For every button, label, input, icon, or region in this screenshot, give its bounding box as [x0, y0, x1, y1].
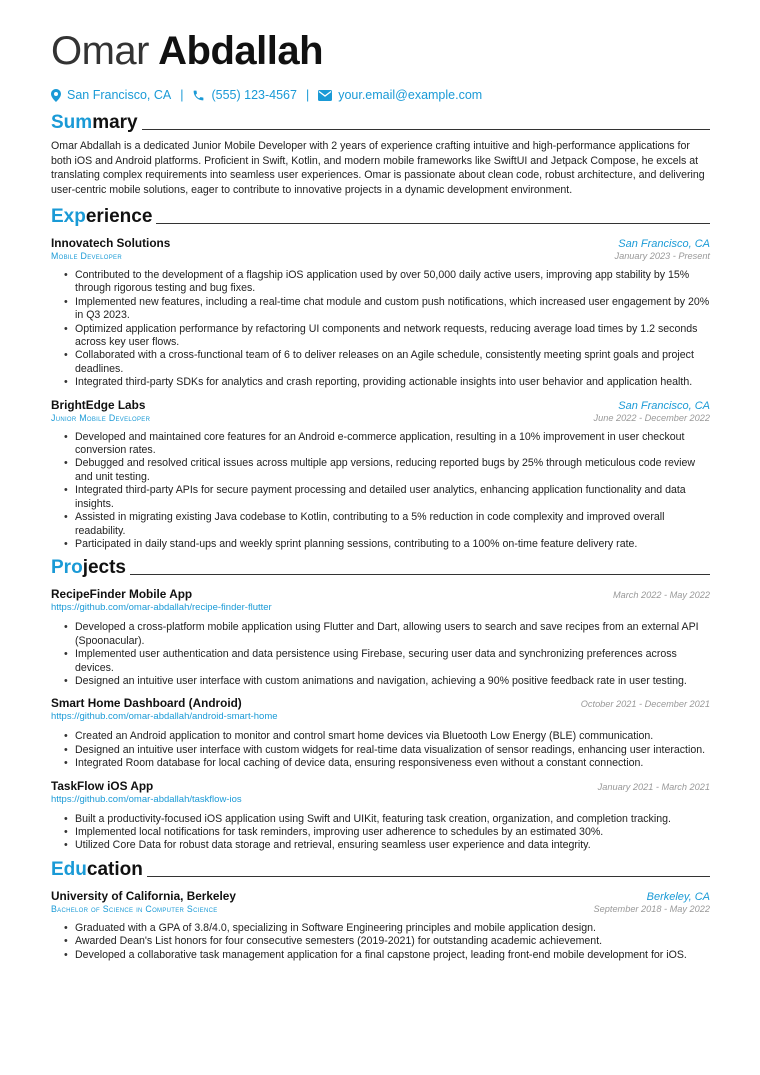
projects-section-header [51, 557, 710, 579]
project-dates: January 2021 - March 2021 [597, 781, 710, 792]
school-name: University of California, Berkeley [51, 888, 236, 903]
experience-entry [51, 398, 710, 552]
contact-email[interactable] [318, 88, 482, 102]
project-entry [51, 779, 710, 853]
bullet-item: • Designed an intuitive user interface with custom widgets for real-time data visualization of sensor readings, enhancing user interaction. [75, 744, 710, 757]
bullet-item: • Created an Android application to monitor and control smart home devices via Bluetooth Low Energy (BLE) communication. [75, 730, 710, 743]
project-entry [51, 696, 710, 770]
summary-title: Summary [51, 112, 138, 133]
job-dates: June 2022 - December 2022 [593, 412, 710, 423]
experience-title: Experience [51, 206, 153, 227]
job-location: San Francisco, CA [618, 238, 710, 250]
education-title: Education [51, 858, 143, 880]
education-list [51, 889, 710, 962]
summary-text: Omar Abdallah is a dedicated Junior Mobile Developer with 2 years of experience crafting intuitive and high-performance applications for both iOS and Android platforms. Proficient in Swift, Kotlin, and modern mobile frameworks like SwiftUI and Jetpack Compose, he excels at translating complex requirements into seamless user experiences. Omar is passionate about clean code, robust architecture, and delivering user-centric mobile solutions, eager to contribute to innovative projects in a dynamic development environment. [51, 140, 705, 196]
project-bullets [51, 621, 710, 688]
last-name: Abdallah [158, 29, 324, 73]
bullet-item: • Graduated with a GPA of 3.8/4.0, specializing in Software Engineering principles and mobile application design. [75, 922, 710, 935]
bullet-item: • Contributed to the development of a flagship iOS application used by over 50,000 daily active users, improving app stability by 15% through rigorous testing and bug fixes. [75, 269, 710, 296]
education-section-header [51, 859, 710, 881]
projects-title: Projects [51, 557, 126, 579]
bullet-item: • Developed a cross-platform mobile application using Flutter and Dart, allowing users to search and save recipes from an external API (Spoonacular). [75, 621, 710, 648]
company-name: BrightEdge Labs [51, 397, 146, 412]
job-role: Mobile Developer [51, 251, 122, 261]
candidate-name [51, 28, 710, 74]
bullet-item: • Designed an intuitive user interface with custom animations and navigation, achieving a 90% positive feedback rate in user testing. [75, 675, 710, 688]
bullet-item: • Optimized application performance by refactoring UI components and network requests, reducing average load times by 1.2 seconds across key user flows. [75, 323, 710, 350]
bullet-item: • Implemented local notifications for task reminders, improving user adherence to schedules by an estimated 30%. [75, 826, 710, 839]
bullet-item: • Assisted in migrating existing Java codebase to Kotlin, contributing to a 5% reduction in code complexity and improved overall readability. [75, 511, 710, 538]
map-marker-icon [51, 89, 61, 102]
experience-section-header [51, 206, 710, 228]
bullet-item: • Built a productivity-focused iOS application using Swift and UIKit, featuring task creation, organization, and completion tracking. [75, 813, 710, 826]
section-divider [147, 876, 710, 877]
project-bullets [51, 730, 710, 770]
education-entry [51, 889, 710, 962]
bullet-item: • Debugged and resolved critical issues across multiple app versions, reducing reported bugs by 25% through meticulous code review and unit testing. [75, 457, 710, 484]
bullet-item: • Implemented new features, including a real-time chat module and custom push notifications, which increased user engagement by 20% in Q3 2023. [75, 296, 710, 323]
experience-entry [51, 236, 710, 390]
phone-text: (555) 123-4567 [211, 88, 297, 102]
projects-list [51, 587, 710, 852]
project-link[interactable]: https://github.com/omar-abdallah/android-smart-home [51, 711, 278, 723]
bullet-item: • Integrated Room database for local caching of device data, ensuring responsiveness even without a constant connection. [75, 757, 710, 770]
education-dates: September 2018 - May 2022 [593, 903, 710, 914]
summary-section-header [51, 112, 710, 134]
bullet-item: • Developed and maintained core features for an Android e-commerce application, resulting in a 10% improvement in user checkout conversion rates. [75, 431, 710, 458]
contact-separator: | [180, 88, 184, 102]
job-bullets [51, 431, 710, 552]
degree: Bachelor of Science in Computer Science [51, 903, 218, 914]
bullet-item: • Utilized Core Data for robust data storage and retrieval, ensuring seamless user experience and data integrity. [75, 839, 710, 852]
education-bullets [51, 922, 710, 962]
job-dates: January 2023 - Present [614, 251, 710, 261]
bullet-item: • Integrated third-party APIs for secure payment processing and detailed user analytics, enhancing application functionality and data insights. [75, 484, 710, 511]
project-link[interactable]: https://github.com/omar-abdallah/taskflow-ios [51, 793, 242, 805]
contact-bar [51, 88, 710, 102]
project-name: RecipeFinder Mobile App [51, 587, 193, 602]
project-bullets [51, 813, 710, 853]
project-entry [51, 587, 710, 688]
bullet-item: • Awarded Dean's List honors for four consecutive semesters (2019-2021) for outstanding academic achievement. [75, 935, 710, 948]
project-name: TaskFlow iOS App [51, 778, 154, 793]
bullet-item: • Developed a collaborative task management application for a final capstone project, leading front-end mobile development for iOS. [75, 949, 710, 962]
first-name: Omar [51, 29, 149, 73]
experience-list [51, 236, 710, 551]
project-name: Smart Home Dashboard (Android) [51, 696, 242, 711]
contact-separator: | [305, 88, 310, 102]
bullet-item: • Collaborated with a cross-functional team of 6 to deliver releases on an Agile schedule, consistently meeting sprint goals and project deadlines. [75, 349, 710, 376]
section-divider [156, 223, 710, 224]
school-location: Berkeley, CA [646, 890, 710, 903]
job-location: San Francisco, CA [618, 399, 710, 412]
contact-location [51, 88, 171, 102]
job-role: Junior Mobile Developer [51, 412, 151, 423]
section-divider [142, 129, 710, 130]
project-dates: March 2022 - May 2022 [612, 590, 710, 601]
contact-phone[interactable] [192, 88, 296, 102]
location-text: San Francisco, CA [67, 88, 172, 102]
envelope-icon [318, 90, 332, 101]
section-divider [130, 574, 710, 575]
phone-icon [192, 89, 205, 102]
company-name: Innovatech Solutions [51, 236, 171, 250]
bullet-item: • Participated in daily stand-ups and weekly sprint planning sessions, contributing to a 100% on-time feature delivery rate. [75, 538, 710, 551]
project-dates: October 2021 - December 2021 [580, 699, 710, 710]
project-link[interactable]: https://github.com/omar-abdallah/recipe-finder-flutter [51, 602, 272, 614]
bullet-item: • Integrated third-party SDKs for analytics and crash reporting, providing actionable insights into user behavior and application health. [75, 376, 710, 389]
email-text: your.email@example.com [338, 88, 483, 102]
bullet-item: • Implemented user authentication and data persistence using Firebase, securing user data and synchronizing preferences across devices. [75, 648, 710, 675]
job-bullets [51, 269, 710, 390]
